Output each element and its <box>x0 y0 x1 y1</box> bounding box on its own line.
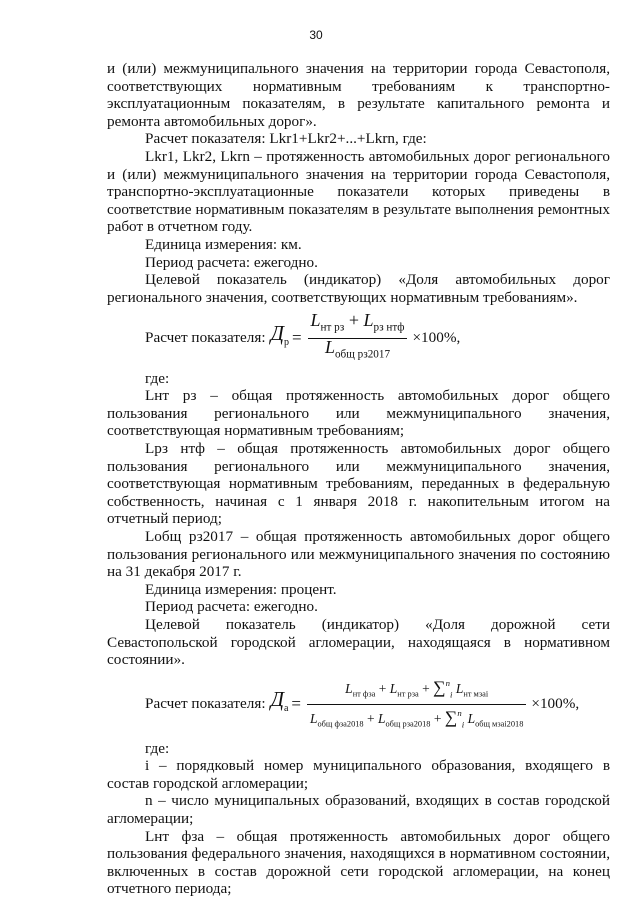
paragraph: где: <box>145 369 170 387</box>
paragraph: Период расчета: ежегодно. <box>145 253 318 271</box>
formula-numerator: $L_{нт фза} + L_{нт рза} + \sum^n_i$ $L_{нт мзаi}$ <box>345 676 489 700</box>
paragraph: Lобщ рз2017 – общая протяженность автомобильных дорог общего пользования регионального или межмуниципального значения по состоянию на 31 декабря 2017 г. <box>107 528 610 581</box>
summation-sign: ∑$^n_i$ <box>433 676 453 700</box>
paragraph: Период расчета: ежегодно. <box>145 598 318 616</box>
formula-lhs: $Д_а$ <box>270 686 289 715</box>
formula-fraction <box>308 312 408 363</box>
paragraph: Lнт рз – общая протяженность автомобильных дорог общего пользования регионального или межмуниципального значения, соответствующая нормативным требованиям; <box>107 387 610 440</box>
formula-equals: = <box>291 694 301 714</box>
summation-sign: ∑$^n_i$ <box>444 706 465 730</box>
paragraph: Расчет показателя: Lkr1+Lkr2+...+Lkrn, где: <box>145 130 427 148</box>
formula-multiplier: ×100%, <box>412 329 461 347</box>
paragraph: Lkr1, Lkr2, Lkrn – протяженность автомобильных дорог регионального и (или) межмуниципального значения на территории города Севастополя, транспортно-эксплуатационные показатели которых приведены в соответствие нормативным показателям в результате выполнения ремонтных работ в отчетном году. <box>107 147 610 236</box>
formula-fraction <box>307 675 526 734</box>
formula-numerator: $L_{нт рз} + L_{рз нтф}$ <box>310 310 405 334</box>
paragraph: Целевой показатель (индикатор) «Доля автомобильных дорог регионального значения, соответствующих нормативным требованиям». <box>107 271 610 306</box>
formula-label: Расчет показателя: <box>145 695 266 713</box>
paragraph: Lнт фза – общая протяженность автомобильных дорог общего пользования федерального значения, находящихся в нормативном состоянии, включенных в состав дорожной сети городской агломерации, на конец отчетного периода; <box>107 827 610 898</box>
formula-agglomeration-share <box>145 675 610 734</box>
paragraph: Единица измерения: км. <box>145 235 302 253</box>
document-body <box>107 60 610 898</box>
page-number: 30 <box>309 28 323 42</box>
formula-multiplier: ×100%, <box>531 695 580 713</box>
paragraph: и (или) межмуниципального значения на территории города Севастополя, соответствующих нормативным требованиям к транспортно-эксплуатационным показателям, в результате капитального ремонта и ремонта автомобильных дорог». <box>107 60 610 130</box>
paragraph: Единица измерения: процент. <box>145 580 337 598</box>
formula-denominator: $L_{общ рз2017}$ <box>324 336 391 361</box>
formula-denominator: $L_{общ фза2018} + L_{общ рза2018} + \sum^n_i$ $L_{общ мзаi2018}$ <box>309 706 524 730</box>
formula-label: Расчет показателя: <box>145 329 266 347</box>
paragraph: Целевой показатель (индикатор) «Доля дорожной сети Севастопольской городской агломерации, находящаяся в нормативном состоянии». <box>107 616 610 669</box>
formula-road-share <box>145 312 610 363</box>
paragraph: i – порядковый номер муниципального образования, входящего в состав городской агломерации; <box>107 757 610 792</box>
paragraph: Lрз нтф – общая протяженность автомобильных дорог общего пользования регионального или межмуниципального значения, соответствующая нормативным требованиям, переданных в федеральную собственность, начиная с 1 января 2018 г. накопительным итогом на отчетный период; <box>107 440 610 528</box>
formula-equals: = <box>291 328 302 348</box>
paragraph: где: <box>145 739 170 757</box>
paragraph: n – число муниципальных образований, входящих в состав городской агломерации; <box>107 792 610 828</box>
formula-lhs: $Д_р$ <box>270 320 289 348</box>
